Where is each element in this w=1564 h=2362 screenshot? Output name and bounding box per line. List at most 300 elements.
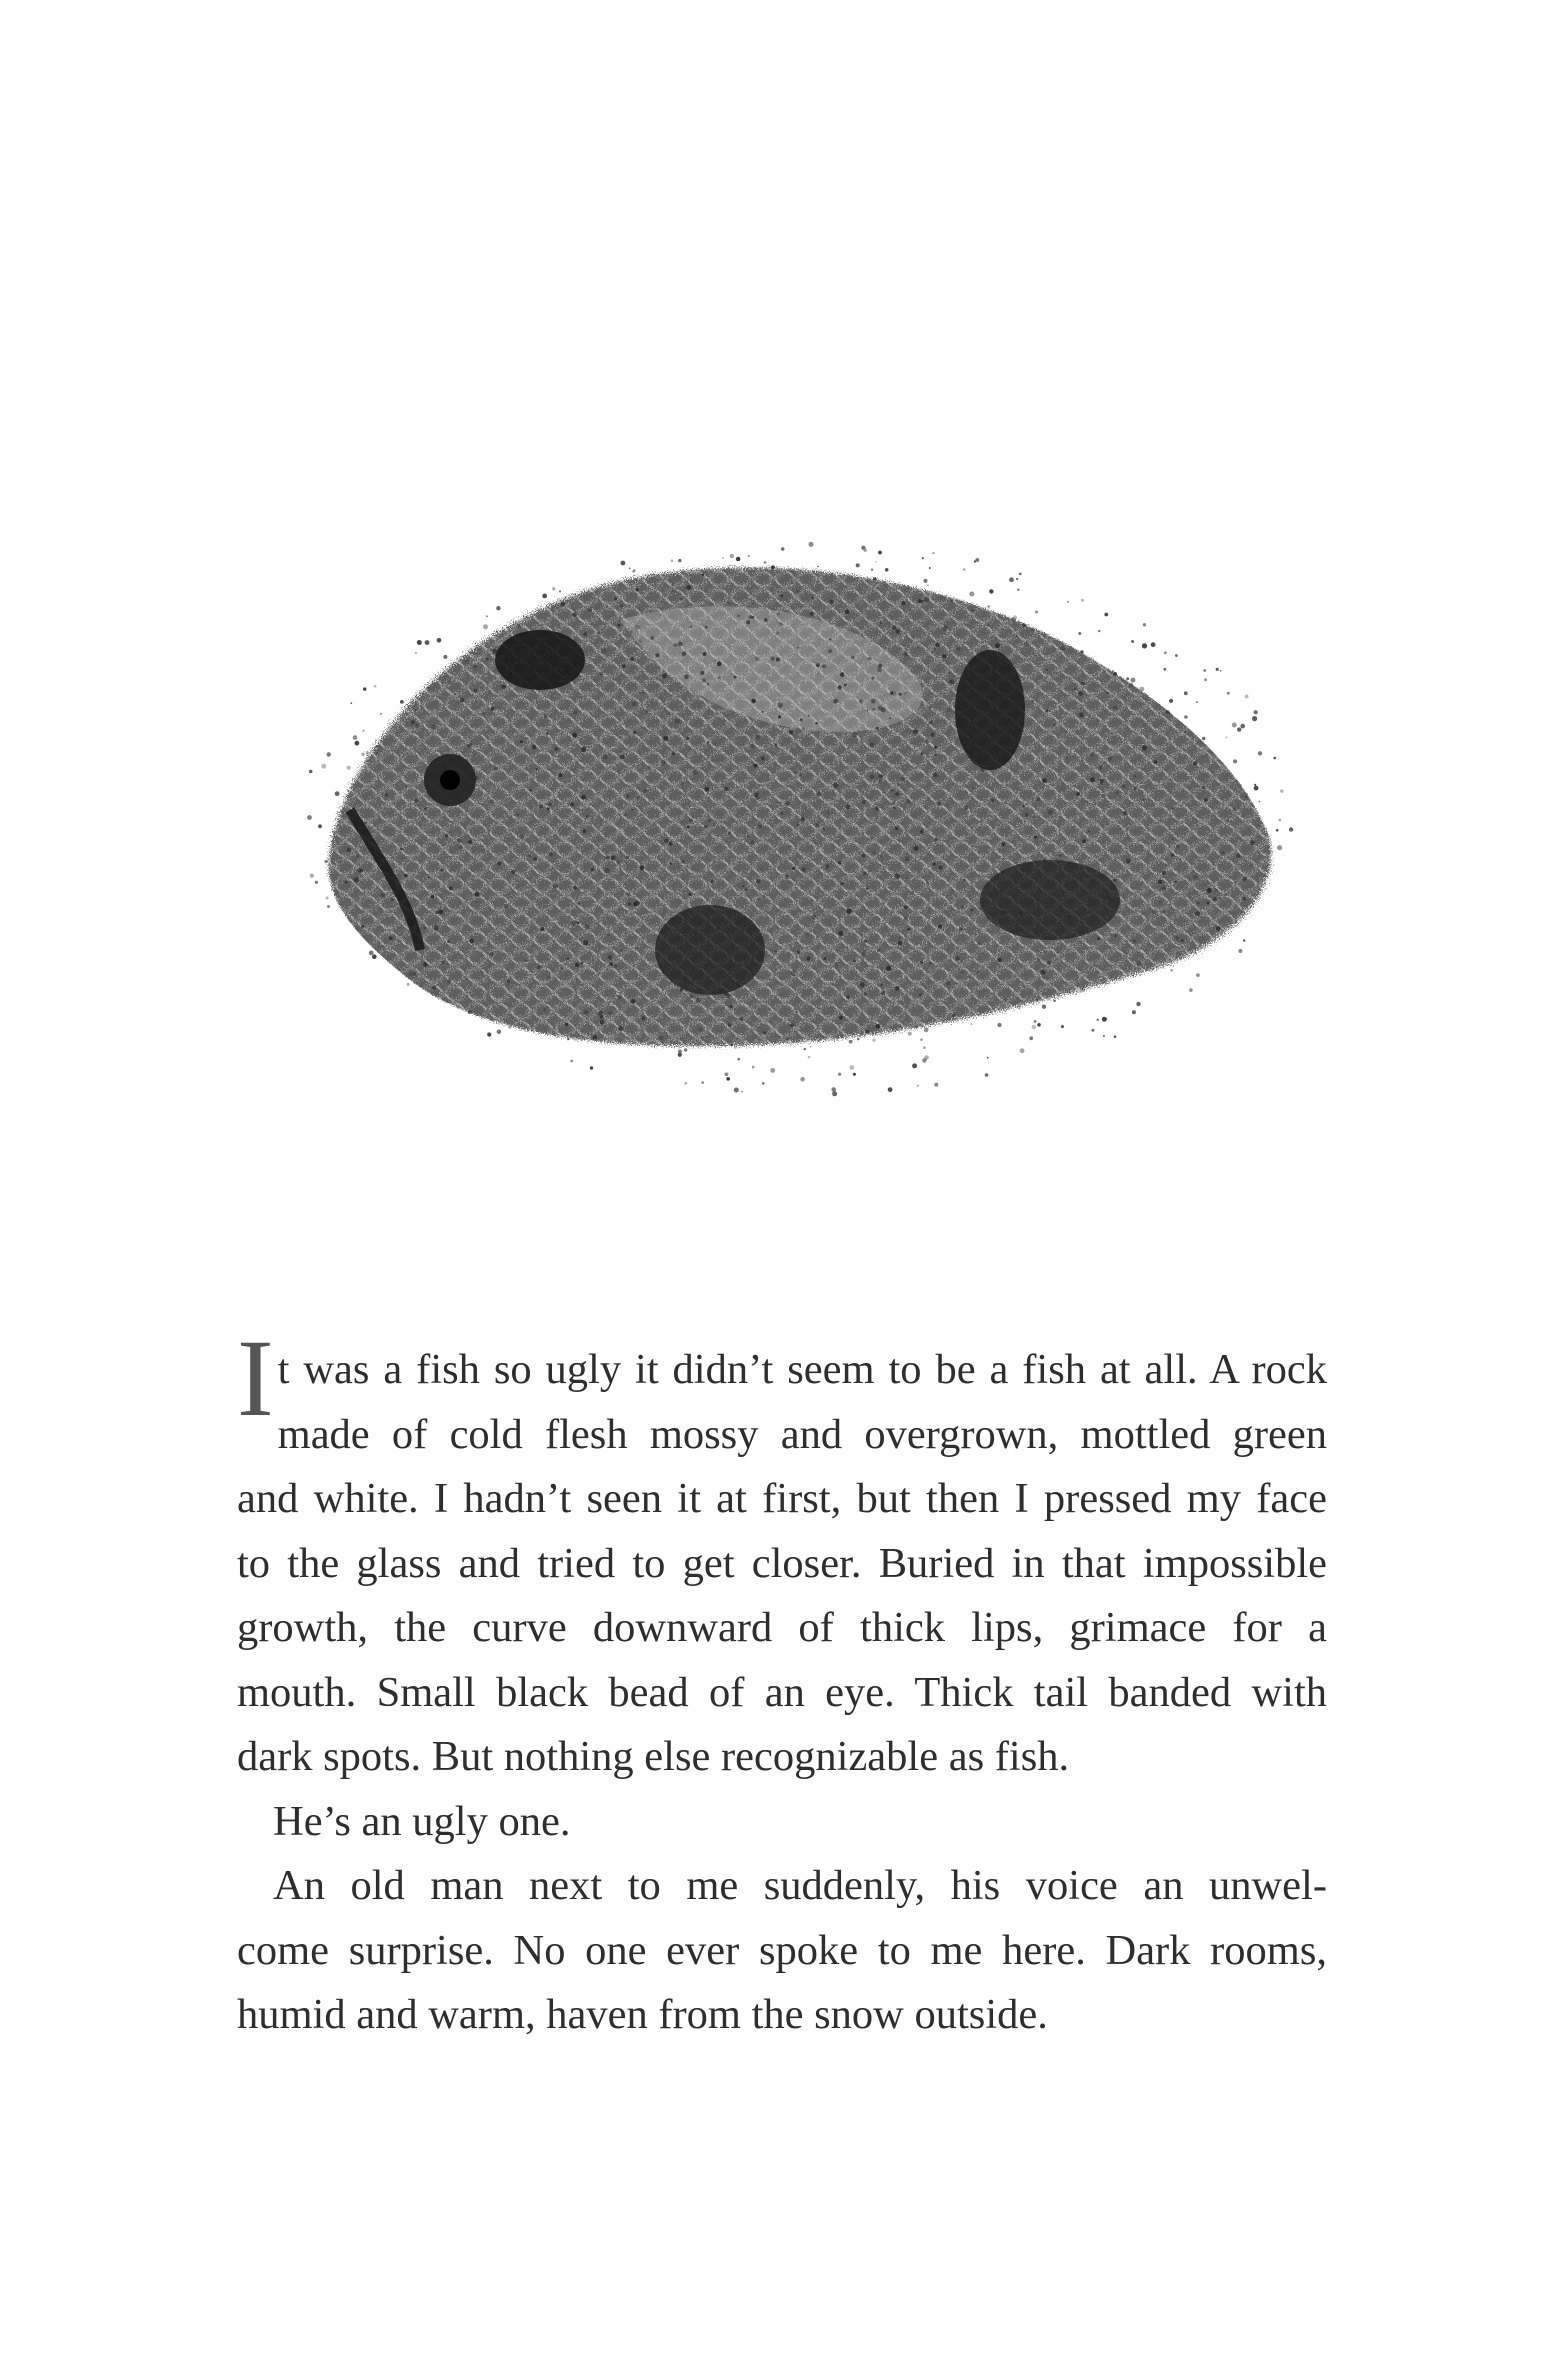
stipple-dot xyxy=(1066,757,1068,759)
stipple-dot xyxy=(955,895,957,897)
stipple-dot xyxy=(1057,736,1059,738)
stipple-dot xyxy=(832,1091,837,1096)
stipple-dot xyxy=(938,872,941,875)
stipple-dot xyxy=(959,927,963,931)
stipple-dot xyxy=(1202,786,1205,789)
stipple-dot xyxy=(671,559,674,562)
stipple-dot xyxy=(571,920,576,925)
stipple-dot xyxy=(520,835,524,839)
stipple-dot xyxy=(726,993,731,998)
stipple-dot xyxy=(699,707,701,709)
stipple-dot xyxy=(411,720,415,724)
stipple-dot xyxy=(1140,687,1145,692)
stipple-dot xyxy=(1080,988,1085,993)
stipple-dot xyxy=(877,949,880,952)
stipple-dot xyxy=(353,735,358,740)
stipple-dot xyxy=(354,877,359,882)
stipple-dot xyxy=(1061,1025,1064,1028)
stipple-dot xyxy=(636,796,640,800)
stipple-dot xyxy=(920,600,923,603)
stipple-dot xyxy=(614,597,617,600)
stipple-dot xyxy=(1098,630,1100,632)
stipple-dot xyxy=(872,1038,876,1042)
stipple-dot xyxy=(926,882,929,885)
stipple-dot xyxy=(713,822,716,825)
stipple-dot xyxy=(918,646,920,648)
stipple-dot xyxy=(800,1077,805,1082)
text-line: An old man next to me suddenly, his voice an unwel- xyxy=(273,1862,1327,1909)
stipple-dot xyxy=(684,1048,687,1051)
stipple-dot xyxy=(785,801,790,806)
stipple-dot xyxy=(605,868,610,873)
stipple-dot xyxy=(875,806,879,810)
stipple-dot xyxy=(1043,859,1047,863)
stipple-dot xyxy=(560,656,563,659)
stipple-dot xyxy=(1019,573,1022,576)
stipple-dot xyxy=(1195,743,1197,745)
stipple-dot xyxy=(727,1078,729,1080)
stipple-dot xyxy=(917,1085,919,1087)
stipple-dot xyxy=(611,855,616,860)
stipple-dot xyxy=(1081,903,1083,905)
stipple-dot xyxy=(535,768,537,770)
stipple-dot xyxy=(689,957,691,959)
stipple-dot xyxy=(680,988,684,992)
stipple-dot xyxy=(942,654,947,659)
stipple-dot xyxy=(764,618,768,622)
stipple-dot xyxy=(797,647,799,649)
stipple-dot xyxy=(1126,859,1131,864)
stipple-dot xyxy=(892,625,897,630)
stipple-dot xyxy=(1226,819,1229,822)
stipple-dot xyxy=(413,972,416,975)
stipple-dot xyxy=(415,709,417,711)
stipple-dot xyxy=(943,626,948,631)
stipple-dot xyxy=(775,743,777,745)
stipple-dot xyxy=(509,661,511,663)
stipple-dot xyxy=(1102,794,1106,798)
stipple-dot xyxy=(899,937,901,939)
stipple-dot xyxy=(1046,669,1048,671)
stipple-dot xyxy=(871,699,876,704)
stipple-dot xyxy=(1071,887,1074,890)
stipple-dot xyxy=(565,1023,568,1026)
stipple-dot xyxy=(431,725,436,730)
stipple-dot xyxy=(1184,731,1186,733)
stipple-dot xyxy=(1259,801,1261,803)
stipple-dot xyxy=(365,822,367,824)
stipple-dot xyxy=(846,996,849,999)
stipple-dot xyxy=(1163,668,1166,671)
stipple-dot xyxy=(1094,804,1096,806)
stipple-dot xyxy=(1071,914,1073,916)
stipple-dot xyxy=(1104,672,1106,674)
stipple-dot xyxy=(1237,805,1241,809)
stipple-dot xyxy=(810,612,814,616)
stipple-dot xyxy=(560,602,565,607)
stipple-dot xyxy=(1032,1025,1037,1030)
stipple-dot xyxy=(540,657,542,659)
stipple-dot xyxy=(888,1087,893,1092)
stipple-dot xyxy=(1000,889,1004,893)
stipple-dot xyxy=(1090,879,1094,883)
stipple-dot xyxy=(622,664,626,668)
stipple-dot xyxy=(1079,713,1084,718)
stipple-dot xyxy=(363,687,366,690)
stipple-dot xyxy=(690,625,693,628)
stipple-dot xyxy=(1254,786,1259,791)
stipple-dot xyxy=(636,947,638,949)
stipple-dot xyxy=(899,693,902,696)
stipple-dot xyxy=(808,715,810,717)
stipple-dot xyxy=(876,727,879,730)
stipple-dot xyxy=(689,819,692,822)
stipple-dot xyxy=(1061,787,1066,792)
stipple-dot xyxy=(567,1038,569,1040)
stipple-dot xyxy=(1169,699,1173,703)
stipple-dot xyxy=(838,861,841,864)
stipple-dot xyxy=(1175,936,1179,940)
stipple-dot xyxy=(517,814,519,816)
stipple-dot xyxy=(549,852,554,857)
text-line: and white. I hadn’t seen it at first, but then I pressed my face xyxy=(237,1475,1327,1522)
stipple-dot xyxy=(424,807,427,810)
stipple-dot xyxy=(1022,623,1026,627)
stipple-dot xyxy=(934,648,936,650)
stipple-dot xyxy=(897,783,900,786)
stipple-dot xyxy=(1060,646,1065,651)
stipple-dot xyxy=(834,963,839,968)
stipple-dot xyxy=(745,888,748,891)
stipple-dot xyxy=(466,809,469,812)
stipple-dot xyxy=(896,629,900,633)
stipple-dot xyxy=(1017,588,1020,591)
stipple-dot xyxy=(937,801,941,805)
stipple-dot xyxy=(460,698,464,702)
stipple-dot xyxy=(1245,796,1247,798)
stipple-dot xyxy=(779,622,783,626)
stipple-dot xyxy=(972,670,975,673)
stipple-dot xyxy=(546,649,550,653)
stipple-dot xyxy=(1041,970,1046,975)
stipple-dot xyxy=(1242,897,1246,901)
stipple-dot xyxy=(681,782,684,785)
stipple-dot xyxy=(758,898,760,900)
stipple-dot xyxy=(1243,939,1245,941)
stipple-dot xyxy=(476,901,478,903)
stipple-dot xyxy=(1175,881,1177,883)
stipple-dot xyxy=(1090,967,1092,969)
stipple-dot xyxy=(1034,1020,1037,1023)
stipple-dot xyxy=(630,631,633,634)
stipple-dot xyxy=(1220,851,1225,856)
stipple-dot xyxy=(1215,888,1218,891)
stipple-dot xyxy=(672,589,676,593)
stipple-dot xyxy=(794,771,796,773)
stipple-dot xyxy=(1203,669,1206,672)
stipple-dot xyxy=(1193,761,1197,765)
stipple-dot xyxy=(728,832,731,835)
stipple-dot xyxy=(963,568,966,571)
stipple-dot xyxy=(976,970,979,973)
stipple-dot xyxy=(826,864,829,867)
stipple-dot xyxy=(1164,651,1167,654)
stipple-dot xyxy=(849,1040,853,1044)
stipple-dot xyxy=(699,1028,703,1032)
stipple-dot xyxy=(1035,611,1038,614)
stipple-dot xyxy=(447,940,450,943)
stipple-dot xyxy=(1254,784,1256,786)
stipple-dot xyxy=(861,934,863,936)
stipple-dot xyxy=(592,1035,597,1040)
stipple-dot xyxy=(335,791,340,796)
stipple-dot xyxy=(1159,901,1161,903)
stipple-dot xyxy=(914,846,919,851)
stipple-dot xyxy=(572,613,576,617)
stipple-dot xyxy=(1103,1035,1105,1037)
stipple-dot xyxy=(999,758,1002,761)
stipple-dot xyxy=(714,743,716,745)
stipple-dot xyxy=(905,857,910,862)
stipple-dot xyxy=(617,995,621,999)
stipple-dot xyxy=(710,880,713,883)
stipple-dot xyxy=(559,773,563,777)
stipple-dot xyxy=(943,864,945,866)
stipple-dot xyxy=(1053,1000,1055,1002)
stipple-dot xyxy=(724,787,729,792)
stipple-dot xyxy=(853,1073,856,1076)
stipple-dot xyxy=(900,777,904,781)
stipple-dot xyxy=(948,672,950,674)
stipple-dot xyxy=(920,961,923,964)
stipple-dot xyxy=(1097,1019,1099,1021)
stipple-dot xyxy=(675,719,680,724)
stipple-dot xyxy=(705,787,710,792)
stipple-dot xyxy=(1113,878,1117,882)
stipple-dot xyxy=(362,730,364,732)
story-text xyxy=(237,1317,1327,2048)
stipple-dot xyxy=(1122,785,1125,788)
stipple-dot xyxy=(1004,801,1007,804)
stipple-dot xyxy=(906,799,910,803)
stipple-dot xyxy=(1245,695,1249,699)
stipple-dot xyxy=(1016,635,1018,637)
stipple-dot xyxy=(408,972,412,976)
stipple-dot xyxy=(802,727,805,730)
stipple-dot xyxy=(731,1044,733,1046)
stipple-dot xyxy=(552,587,555,590)
stipple-dot xyxy=(934,754,936,756)
stipple-dot xyxy=(866,887,869,890)
stipple-dot xyxy=(771,565,775,569)
stipple-dot xyxy=(1213,897,1217,901)
stipple-dot xyxy=(698,922,701,925)
stipple-dot xyxy=(1207,902,1210,905)
stipple-dot xyxy=(1227,692,1230,695)
stipple-dot xyxy=(1019,912,1024,917)
stipple-dot xyxy=(1178,859,1180,861)
stipple-dot xyxy=(1273,757,1276,760)
stipple-dot xyxy=(1031,826,1033,828)
stipple-dot xyxy=(932,552,934,554)
stipple-dot xyxy=(816,792,821,797)
stipple-dot xyxy=(823,828,826,831)
stipple-dot xyxy=(1165,863,1169,867)
stipple-dot xyxy=(734,1088,739,1093)
stipple-dot xyxy=(987,624,989,626)
stipple-dot xyxy=(350,702,352,704)
stipple-dot xyxy=(1171,807,1175,811)
stipple-dot xyxy=(734,676,737,679)
stipple-dot xyxy=(1070,899,1072,901)
stipple-dot xyxy=(997,1023,1001,1027)
stipple-dot xyxy=(525,959,528,962)
stipple-dot xyxy=(497,1030,502,1035)
stipple-dot xyxy=(472,750,477,755)
stipple-dot xyxy=(986,969,988,971)
stipple-dot xyxy=(866,710,868,712)
stipple-dot xyxy=(443,655,447,659)
stipple-dot xyxy=(432,985,436,989)
stipple-dot xyxy=(626,856,629,859)
stipple-dot xyxy=(999,724,1004,729)
stipple-dot xyxy=(924,597,929,602)
stipple-dot xyxy=(496,606,500,610)
stipple-dot xyxy=(1114,1035,1117,1038)
stipple-dot xyxy=(439,743,441,745)
stipple-dot xyxy=(1078,632,1081,635)
stipple-dot xyxy=(1031,986,1033,988)
stipple-dot xyxy=(1152,910,1157,915)
stipple-dot xyxy=(989,938,991,940)
stipple-dot xyxy=(747,835,750,838)
stipple-dot xyxy=(971,909,974,912)
stipple-dot xyxy=(1181,939,1184,942)
stipple-dot xyxy=(933,862,936,865)
stipple-dot xyxy=(1106,896,1111,901)
stipple-dot xyxy=(309,770,313,774)
stipple-dot xyxy=(606,856,610,860)
stipple-dot xyxy=(762,1082,765,1085)
stipple-dot xyxy=(823,610,825,612)
stipple-dot xyxy=(756,791,760,795)
stipple-dot xyxy=(684,919,687,922)
stipple-dot xyxy=(970,697,975,702)
stipple-dot xyxy=(880,855,882,857)
stipple-dot xyxy=(911,891,914,894)
stipple-dot xyxy=(930,732,935,737)
stipple-dot xyxy=(862,800,867,805)
stipple-dot xyxy=(927,584,929,586)
stipple-dot xyxy=(1207,888,1212,893)
stipple-dot xyxy=(439,909,444,914)
stipple-dot xyxy=(345,881,348,884)
stipple-dot xyxy=(891,789,894,792)
stipple-dot xyxy=(1065,732,1067,734)
stipple-dot xyxy=(968,975,971,978)
stipple-dot xyxy=(1133,940,1136,943)
stipple-dot xyxy=(863,992,866,995)
stipple-dot xyxy=(532,745,536,749)
stipple-dot xyxy=(1220,670,1222,672)
stipple-dot xyxy=(1131,640,1134,643)
stipple-dot xyxy=(701,573,704,576)
stipple-dot xyxy=(376,752,378,754)
stipple-dot xyxy=(643,789,647,793)
stipple-dot xyxy=(938,775,940,777)
stipple-dot xyxy=(728,601,731,604)
stipple-dot xyxy=(443,789,446,792)
stipple-dot xyxy=(963,879,965,881)
stipple-dot xyxy=(1059,854,1062,857)
stipple-dot xyxy=(307,815,312,820)
stipple-dot xyxy=(907,877,909,879)
stipple-dot xyxy=(853,959,856,962)
stipple-dot xyxy=(778,715,781,718)
stipple-dot xyxy=(473,665,477,669)
stipple-dot xyxy=(924,1027,929,1032)
stipple-dot xyxy=(799,774,802,777)
stipple-dot xyxy=(675,925,679,929)
stipple-dot xyxy=(861,953,865,957)
stipple-dot xyxy=(1076,792,1080,796)
stipple-dot xyxy=(663,736,668,741)
stipple-dot xyxy=(1172,838,1174,840)
stipple-dot xyxy=(1042,1005,1046,1009)
stipple-dot xyxy=(951,599,953,601)
stipple-dot xyxy=(482,849,485,852)
stipple-dot xyxy=(975,558,979,562)
stipple-dot xyxy=(411,731,413,733)
stipple-dot xyxy=(355,741,360,746)
stipple-dot xyxy=(1093,963,1097,967)
stipple-dot xyxy=(1233,759,1237,763)
stipple-dot xyxy=(642,1017,646,1021)
stipple-dot xyxy=(614,964,617,967)
stipple-dot xyxy=(936,643,940,647)
stipple-dot xyxy=(1130,678,1135,683)
stipple-dot xyxy=(681,705,684,708)
stipple-dot xyxy=(682,977,686,981)
stipple-dot xyxy=(684,675,689,680)
stipple-dot xyxy=(551,867,553,869)
stipple-dot xyxy=(497,862,501,866)
stipple-dot xyxy=(847,909,852,914)
stipple-dot xyxy=(1258,751,1262,755)
stipple-dot xyxy=(473,776,478,781)
stipple-dot xyxy=(1132,1010,1136,1014)
stipple-dot xyxy=(1184,691,1188,695)
stipple-dot xyxy=(703,652,707,656)
stipple-dot xyxy=(633,569,636,572)
stipple-dot xyxy=(1258,824,1261,827)
stipple-dot xyxy=(862,854,865,857)
stipple-dot xyxy=(987,1057,989,1059)
stipple-dot xyxy=(1082,839,1086,843)
stipple-dot xyxy=(880,984,882,986)
stipple-dot xyxy=(1081,681,1083,683)
stipple-dot xyxy=(1175,654,1178,657)
stipple-dot xyxy=(878,706,883,711)
stipple-dot xyxy=(776,658,780,662)
stipple-dot xyxy=(1031,854,1033,856)
stipple-dot xyxy=(672,859,674,861)
stipple-dot xyxy=(577,645,581,649)
stipple-dot xyxy=(829,599,834,604)
stipple-dot xyxy=(402,857,405,860)
stipple-dot xyxy=(833,699,838,704)
stipple-dot xyxy=(722,557,724,559)
